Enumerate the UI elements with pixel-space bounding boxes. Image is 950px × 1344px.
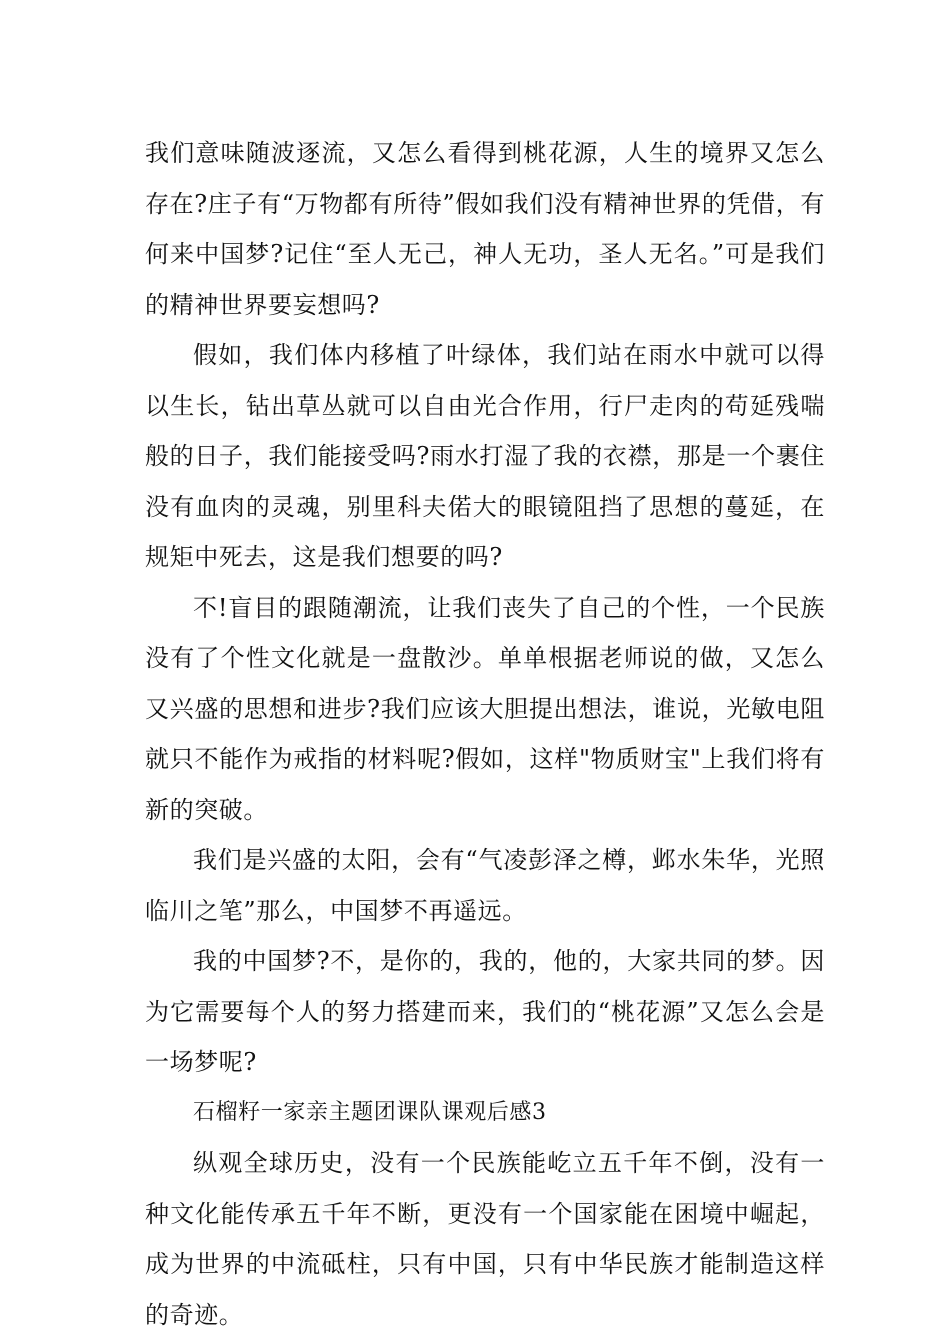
paragraph-individuality: 不!盲目的跟随潮流，让我们丧失了自己的个性，一个民族没有了个性文化就是一盘散沙。单单根据老师说的做，又怎么又兴盛的思想和进步?我们应该大胆提出想法，谁说，光敏电阻就只不能作为戒指的材料呢?假如，这样"物质财宝"上我们将有新的突破。 [145,593,825,824]
paragraph-rising-sun: 我们是兴盛的太阳，会有“气凌彭泽之樽，邺水朱华，光照临川之笔”那么，中国梦不再遥远。 [145,846,825,925]
paragraph-shared-dream: 我的中国梦?不，是你的，我的，他的，大家共同的梦。因为它需要每个人的努力搭建而来，我们的“桃花源”又怎么会是一场梦呢? [145,947,825,1076]
section-heading: 石榴籽一家亲主题团课队课观后感3 [193,1099,547,1125]
paragraph-chlorophyll: 假如，我们体内移植了叶绿体，我们站在雨水中就可以得以生长，钻出草丛就可以自由光合作用，行尸走肉的苟延残喘般的日子，我们能接受吗?雨水打湿了我的衣襟，那是一个裹住没有血肉的灵魂，别里科夫偌大的眼镜阻挡了思想的蔓延，在规矩中死去，这是我们想要的吗? [145,341,825,571]
document-body [145,128,825,1340]
paragraph-history: 纵观全球历史，没有一个民族能屹立五千年不倒，没有一种文化能传承五千年不断，更没有一个国家能在困境中崛起，成为世界的中流砥柱，只有中国，只有中华民族才能制造这样的奇迹。 [145,1149,825,1329]
paragraph-continuation: 我们意味随波逐流，又怎么看得到桃花源，人生的境界又怎么存在?庄子有“万物都有所待”假如我们没有精神世界的凭借，有何来中国梦?记住“至人无己，神人无功，圣人无名。”可是我们的精神世界要妄想吗? [145,139,825,319]
